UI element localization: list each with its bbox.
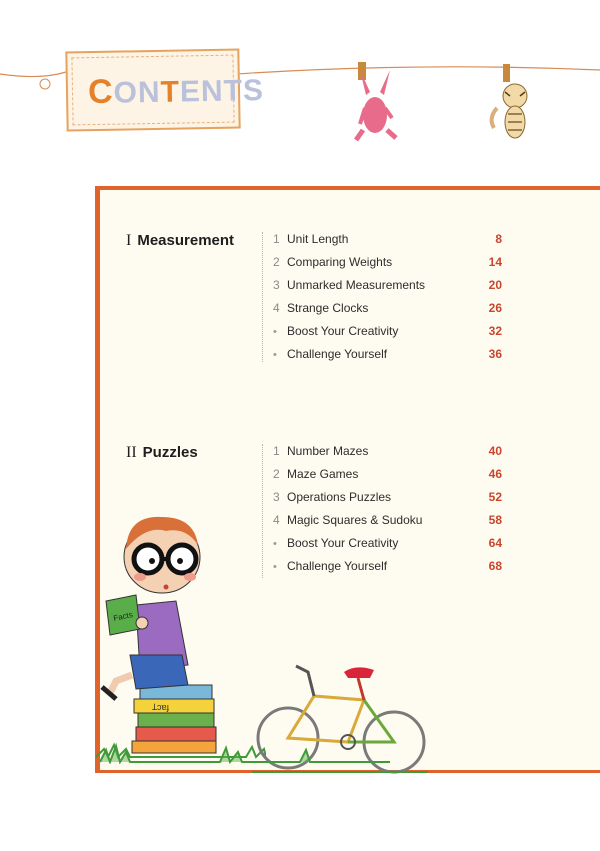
book-cover-text: Facts	[112, 610, 134, 623]
toc-page-number: 58	[488, 513, 502, 527]
section-title-measurement: I Measurement	[126, 232, 235, 249]
section-title-puzzles: II Puzzles	[126, 444, 198, 461]
toc-page-number: 68	[488, 559, 502, 573]
toc-page-number: 26	[488, 301, 502, 315]
bullet-marker: •	[273, 561, 277, 573]
bullet-marker: •	[273, 538, 277, 550]
toc-entry-label: Number Mazes	[287, 444, 369, 458]
chapter-number: 1	[273, 444, 280, 458]
toc-entry-label: Boost Your Creativity	[287, 536, 399, 550]
chapter-number: 3	[273, 278, 280, 292]
pink-bunny-toy-icon	[356, 62, 396, 140]
toc-entry-label: Maze Games	[287, 467, 359, 481]
toc-entry-label: Operations Puzzles	[287, 490, 392, 504]
boy-reading-illustration	[96, 505, 266, 765]
toc-page-number: 52	[488, 490, 502, 504]
toc-entry-label: Strange Clocks	[287, 301, 369, 315]
toc-entry-label: Challenge Yourself	[287, 559, 388, 573]
toc-page-number: 8	[495, 232, 502, 246]
contents-title: CONTENTS	[87, 72, 265, 112]
book-spine-text: Ʇɔɐɟ	[152, 702, 170, 712]
toc-page-number: 40	[488, 444, 502, 458]
chapter-number: 1	[273, 232, 280, 246]
toc-entry-label: Comparing Weights	[287, 255, 393, 269]
contents-label-card	[65, 48, 265, 131]
toc-page-number: 36	[488, 347, 502, 361]
toc-page-number: 20	[488, 278, 502, 292]
toc-page-number: 46	[488, 467, 502, 481]
bullet-marker: •	[273, 326, 277, 338]
toc-page-number: 32	[488, 324, 502, 338]
chapter-number: 2	[273, 255, 280, 269]
chapter-number: 3	[273, 490, 280, 504]
toc-entry-label: Unit Length	[287, 232, 349, 246]
toc-entry-label: Unmarked Measurements	[287, 278, 426, 292]
chapter-number: 4	[273, 513, 280, 527]
toc-page-number: 64	[488, 536, 502, 550]
chapter-number: 4	[273, 301, 280, 315]
chapter-number: 2	[273, 467, 280, 481]
grass-illustration	[100, 734, 390, 764]
bullet-marker: •	[273, 349, 277, 361]
toc-page-number: 14	[488, 255, 502, 269]
section-divider	[262, 232, 263, 362]
toc-entry-label: Boost Your Creativity	[287, 324, 399, 338]
toc-entry-label: Challenge Yourself	[287, 347, 388, 361]
toc-entry-label: Magic Squares & Sudoku	[287, 513, 423, 527]
tiger-toy-icon	[492, 64, 527, 138]
